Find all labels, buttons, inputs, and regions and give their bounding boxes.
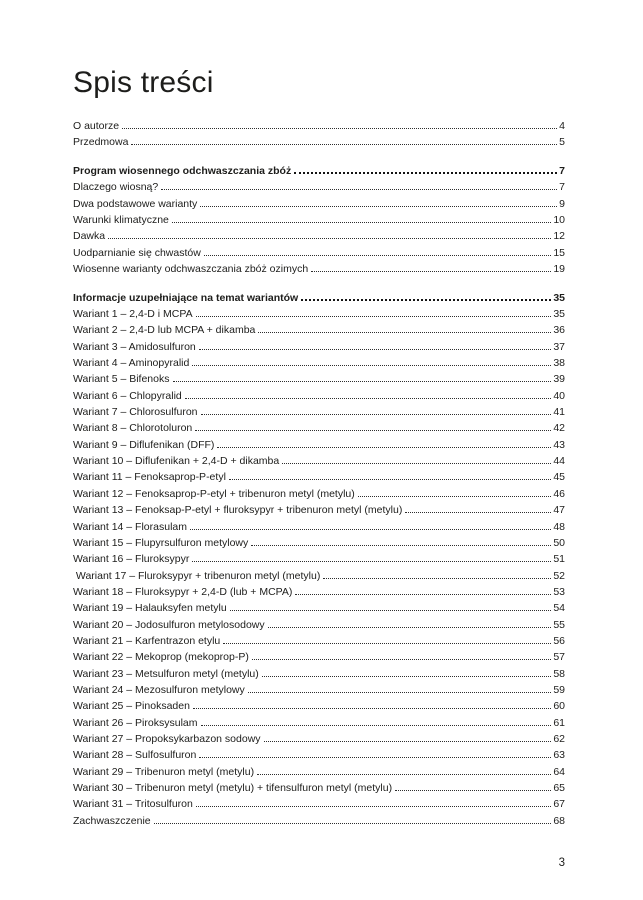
toc-entry-label: Wariant 6 – Chlopyralid bbox=[73, 389, 182, 402]
toc-entry-label: Wariant 20 – Jodosulfuron metylosodowy bbox=[73, 618, 265, 631]
toc-entry-label: Uodparnianie się chwastów bbox=[73, 246, 201, 259]
dot-leader bbox=[358, 496, 552, 497]
toc-entry-label: Wariant 29 – Tribenuron metyl (metylu) bbox=[73, 765, 255, 778]
footer-page-number: 3 bbox=[558, 857, 565, 869]
toc-entry-page: 55 bbox=[553, 618, 565, 631]
toc-entry[interactable] bbox=[73, 228, 565, 244]
dot-leader bbox=[201, 414, 552, 415]
toc-entry[interactable] bbox=[73, 666, 565, 682]
toc-entry-page: 19 bbox=[553, 263, 565, 276]
toc-entry-label: Wariant 5 – Bifenoks bbox=[73, 373, 170, 386]
toc-entry-label: Wiosenne warianty odchwaszczania zbóż ozimych bbox=[73, 263, 309, 276]
toc-entry-label: Wariant 25 – Pinoksaden bbox=[73, 700, 190, 713]
toc-entry[interactable] bbox=[73, 404, 565, 420]
dot-leader bbox=[161, 189, 557, 190]
toc-entry-label: Wariant 2 – 2,4-D lub MCPA + dikamba bbox=[73, 324, 256, 337]
dot-leader bbox=[204, 255, 551, 256]
toc-entry-page: 12 bbox=[553, 230, 565, 243]
toc-entry-label: Dawka bbox=[73, 230, 106, 243]
toc-entry[interactable] bbox=[73, 196, 565, 212]
dot-leader bbox=[257, 774, 551, 775]
dot-leader bbox=[311, 271, 551, 272]
toc-entry-label: Wariant 17 – Fluroksypyr + tribenuron metyl (metylu) bbox=[73, 569, 321, 582]
dot-leader bbox=[251, 545, 551, 546]
toc-entry-page: 68 bbox=[553, 814, 565, 827]
toc-entry-page: 53 bbox=[553, 585, 565, 598]
toc-entry-page: 35 bbox=[553, 291, 565, 304]
toc-entry-label: Wariant 26 – Piroksysulam bbox=[73, 716, 198, 729]
toc-entry[interactable] bbox=[73, 212, 565, 228]
dot-leader bbox=[295, 594, 551, 595]
toc-entry-label: Zachwaszczenie bbox=[73, 814, 151, 827]
toc-entry-page: 64 bbox=[553, 765, 565, 778]
toc-entry-page: 57 bbox=[553, 651, 565, 664]
toc-entry[interactable] bbox=[73, 437, 565, 453]
toc-entry[interactable] bbox=[73, 633, 565, 649]
dot-leader bbox=[294, 172, 557, 174]
dot-leader bbox=[154, 823, 552, 824]
toc-entry-page: 47 bbox=[553, 504, 565, 517]
toc-entry-label: Dlaczego wiosną? bbox=[73, 181, 159, 194]
dot-leader bbox=[217, 447, 551, 448]
toc-entry-page: 42 bbox=[553, 422, 565, 435]
dot-leader bbox=[196, 316, 552, 317]
toc-entry[interactable] bbox=[73, 290, 565, 306]
toc-entry-label: Wariant 24 – Mezosulfuron metylowy bbox=[73, 683, 245, 696]
dot-leader bbox=[323, 578, 551, 579]
toc-entry-page: 43 bbox=[553, 438, 565, 451]
dot-leader bbox=[108, 238, 551, 239]
toc-entry-label: Wariant 8 – Chlorotoluron bbox=[73, 422, 193, 435]
dot-leader bbox=[262, 676, 552, 677]
dot-leader bbox=[190, 529, 551, 530]
toc-entry[interactable] bbox=[73, 731, 565, 747]
toc-entry-page: 62 bbox=[553, 732, 565, 745]
toc-entry-page: 63 bbox=[553, 749, 565, 762]
toc-entry-page: 10 bbox=[553, 214, 565, 227]
toc-entry-page: 44 bbox=[553, 455, 565, 468]
dot-leader bbox=[223, 643, 551, 644]
toc-entry-page: 4 bbox=[559, 120, 565, 132]
toc-entry-page: 7 bbox=[559, 164, 565, 177]
toc-entry-label: Wariant 12 – Fenoksaprop-P-etyl + tribenuron metyl (metylu) bbox=[73, 487, 355, 500]
toc-entry-page: 36 bbox=[553, 324, 565, 337]
toc-entry-label: Wariant 21 – Karfentrazon etylu bbox=[73, 634, 221, 647]
toc-entry-page: 9 bbox=[559, 197, 565, 210]
toc-entry-label: Program wiosennego odchwaszczania zbóż bbox=[73, 164, 292, 177]
toc-entry-page: 35 bbox=[553, 308, 565, 321]
toc-entry[interactable] bbox=[73, 535, 565, 551]
toc-entry-label: Wariant 19 – Halauksyfen metylu bbox=[73, 602, 227, 615]
toc-entry[interactable] bbox=[73, 163, 565, 179]
toc-entry-page: 58 bbox=[553, 667, 565, 680]
toc-entry-label: Wariant 11 – Fenoksaprop-P-etyl bbox=[73, 471, 226, 484]
dot-leader bbox=[122, 128, 557, 129]
table-of-contents bbox=[73, 118, 565, 829]
toc-entry[interactable] bbox=[73, 469, 565, 485]
toc-entry-page: 60 bbox=[553, 700, 565, 713]
toc-entry-page: 59 bbox=[553, 683, 565, 696]
toc-entry-page: 54 bbox=[553, 602, 565, 615]
dot-leader bbox=[196, 806, 551, 807]
dot-leader bbox=[258, 332, 551, 333]
dot-leader bbox=[229, 479, 551, 480]
toc-entry-page: 46 bbox=[553, 487, 565, 500]
toc-entry-page: 40 bbox=[553, 389, 565, 402]
dot-leader bbox=[193, 708, 551, 709]
toc-entry-page: 65 bbox=[553, 782, 565, 794]
toc-entry[interactable] bbox=[73, 747, 565, 763]
toc-entry-label: Wariant 15 – Flupyrsulfuron metylowy bbox=[73, 536, 249, 549]
toc-entry-label: Wariant 22 – Mekoprop (mekoprop-P) bbox=[73, 651, 249, 664]
toc-entry[interactable] bbox=[73, 568, 565, 584]
toc-entry-page: 45 bbox=[553, 471, 565, 484]
dot-leader bbox=[252, 659, 551, 660]
toc-entry[interactable] bbox=[73, 519, 565, 535]
page-title: Spis treści bbox=[73, 66, 214, 99]
toc-entry-page: 56 bbox=[553, 634, 565, 647]
toc-entry-label: Przedmowa bbox=[73, 136, 129, 149]
toc-entry[interactable] bbox=[73, 339, 565, 355]
toc-entry-label: Wariant 4 – Aminopyralid bbox=[73, 357, 190, 370]
dot-leader bbox=[192, 365, 551, 366]
toc-entry-page: 41 bbox=[553, 406, 565, 419]
toc-entry[interactable] bbox=[73, 682, 565, 698]
dot-leader bbox=[185, 398, 552, 399]
toc-entry[interactable] bbox=[73, 420, 565, 436]
toc-entry-page: 37 bbox=[553, 340, 565, 353]
toc-entry-page: 67 bbox=[553, 798, 565, 811]
toc-entry-page: 52 bbox=[553, 569, 565, 582]
toc-entry[interactable] bbox=[73, 502, 565, 518]
toc-entry-label: Wariant 7 – Chlorosulfuron bbox=[73, 406, 198, 419]
toc-entry-page: 38 bbox=[553, 357, 565, 370]
dot-leader bbox=[268, 627, 552, 628]
toc-entry[interactable] bbox=[73, 780, 565, 796]
toc-entry[interactable] bbox=[73, 355, 565, 371]
toc-entry[interactable] bbox=[73, 118, 565, 134]
toc-entry-label: Wariant 27 – Propoksykarbazon sodowy bbox=[73, 732, 261, 745]
toc-entry-page: 15 bbox=[553, 246, 565, 259]
toc-entry-label: Wariant 14 – Florasulam bbox=[73, 520, 187, 533]
dot-leader bbox=[395, 790, 551, 791]
toc-entry-label: Wariant 10 – Diflufenikan + 2,4-D + dikamba bbox=[73, 455, 280, 468]
dot-leader bbox=[405, 512, 551, 513]
toc-section bbox=[73, 118, 565, 151]
toc-entry[interactable] bbox=[73, 698, 565, 714]
toc-entry-page: 7 bbox=[559, 181, 565, 194]
dot-leader bbox=[230, 610, 552, 611]
dot-leader bbox=[301, 299, 551, 301]
toc-entry[interactable] bbox=[73, 600, 565, 616]
toc-section bbox=[73, 163, 565, 277]
toc-entry-page: 51 bbox=[553, 553, 565, 566]
dot-leader bbox=[172, 222, 551, 223]
toc-entry[interactable] bbox=[73, 649, 565, 665]
toc-entry[interactable] bbox=[73, 715, 565, 731]
toc-entry-label: Wariant 13 – Fenoksap-P-etyl + fluroksypyr + tribenuron metyl (metylu) bbox=[73, 504, 403, 517]
toc-entry[interactable] bbox=[73, 584, 565, 600]
dot-leader bbox=[199, 757, 551, 758]
toc-entry-label: Informacje uzupełniające na temat wariantów bbox=[73, 291, 299, 304]
toc-entry-page: 48 bbox=[553, 520, 565, 533]
toc-entry[interactable] bbox=[73, 764, 565, 780]
toc-entry-page: 5 bbox=[559, 136, 565, 149]
dot-leader bbox=[264, 741, 552, 742]
toc-entry[interactable] bbox=[73, 453, 565, 469]
toc-entry-page: 50 bbox=[553, 536, 565, 549]
toc-section bbox=[73, 290, 565, 829]
dot-leader bbox=[173, 381, 552, 382]
toc-entry-page: 61 bbox=[553, 716, 565, 729]
dot-leader bbox=[199, 349, 552, 350]
dot-leader bbox=[248, 692, 552, 693]
toc-entry-label: Wariant 1 – 2,4-D i MCPA bbox=[73, 308, 193, 321]
toc-entry-label: Wariant 18 – Fluroksypyr + 2,4-D (lub + MCPA) bbox=[73, 585, 293, 598]
dot-leader bbox=[192, 561, 551, 562]
toc-entry-label: Warunki klimatyczne bbox=[73, 214, 169, 227]
toc-entry-label: Wariant 28 – Sulfosulfuron bbox=[73, 749, 197, 762]
toc-entry[interactable] bbox=[73, 261, 565, 277]
toc-entry[interactable] bbox=[73, 813, 565, 829]
toc-entry-label: Dwa podstawowe warianty bbox=[73, 197, 198, 210]
dot-leader bbox=[282, 463, 551, 464]
toc-entry[interactable] bbox=[73, 179, 565, 195]
toc-entry-label: Wariant 30 – Tribenuron metyl (metylu) + tifensulfuron metyl (metylu) bbox=[73, 782, 393, 794]
toc-entry-page: 39 bbox=[553, 373, 565, 386]
toc-entry[interactable] bbox=[73, 551, 565, 567]
toc-entry[interactable] bbox=[73, 134, 565, 150]
toc-entry[interactable] bbox=[73, 796, 565, 812]
toc-entry[interactable] bbox=[73, 388, 565, 404]
toc-entry[interactable] bbox=[73, 371, 565, 387]
dot-leader bbox=[201, 725, 552, 726]
toc-entry[interactable] bbox=[73, 486, 565, 502]
dot-leader bbox=[200, 206, 557, 207]
toc-entry-label: Wariant 31 – Tritosulfuron bbox=[73, 798, 193, 811]
toc-entry[interactable] bbox=[73, 322, 565, 338]
dot-leader bbox=[131, 144, 557, 145]
dot-leader bbox=[195, 430, 551, 431]
toc-entry[interactable] bbox=[73, 617, 565, 633]
toc-entry-label: O autorze bbox=[73, 120, 120, 132]
toc-entry-label: Wariant 3 – Amidosulfuron bbox=[73, 340, 196, 353]
toc-entry[interactable] bbox=[73, 306, 565, 322]
toc-entry[interactable] bbox=[73, 245, 565, 261]
toc-entry-label: Wariant 9 – Diflufenikan (DFF) bbox=[73, 438, 215, 451]
toc-entry-label: Wariant 23 – Metsulfuron metyl (metylu) bbox=[73, 667, 259, 680]
toc-entry-label: Wariant 16 – Fluroksypyr bbox=[73, 553, 190, 566]
